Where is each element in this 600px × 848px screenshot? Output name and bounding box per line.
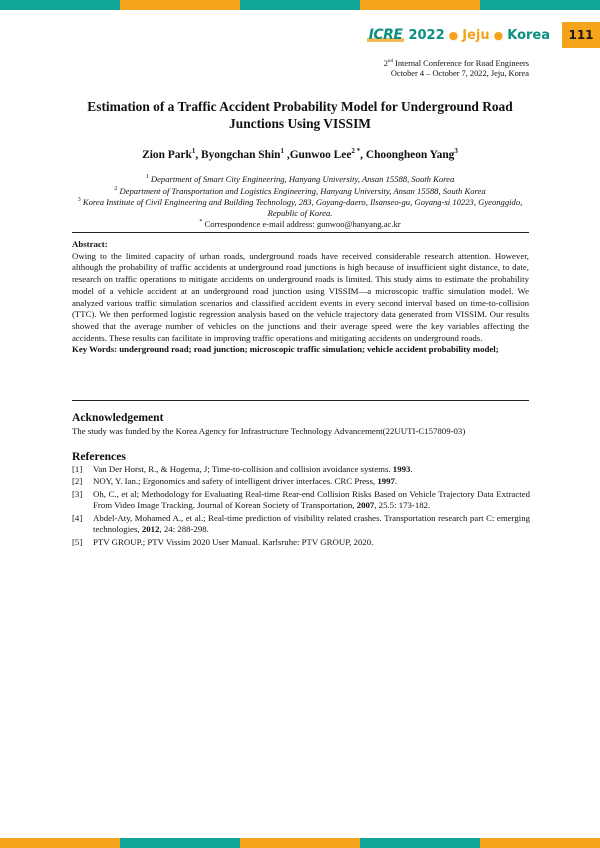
conference-country: Korea	[507, 27, 550, 43]
conference-info-line-1: 2nd Internal Conference for Road Engineers	[383, 58, 529, 68]
affiliation-1: $^1$ Department of Smart City Engineering, Hanyang University, Ansan 15588, South Korea	[145, 173, 455, 184]
reference-text: Oh, C., et al; Methodology for Evaluating Real-time Rear-end Collision Risks Based on Vehicle Trajectory Data Extracted From Video Image Tracking. Journal of Korean Society of Transportation, 2007, 25.5: 173-182.	[93, 488, 530, 511]
keywords: Key Words: underground road; road junction; microscopic traffic simulation; vehicle accident probability model;	[72, 344, 499, 355]
acknowledgement-heading: Acknowledgement	[72, 411, 164, 424]
reference-number: [3]	[72, 488, 83, 499]
paper-title: Estimation of a Traffic Accident Probability Model for Underground Road Junctions Using VISSIM	[87, 99, 513, 131]
reference-text: PTV GROUP.; PTV Vissim 2020 User Manual. Karlsruhe: PTV GROUP, 2020.	[93, 536, 374, 547]
reference-text: Abdel-Aty, Mohamed A., et al.; Real-time prediction of visibility related crashes. Transportation research part C: emerging technologies, 2012, 24: 288-298.	[93, 512, 530, 535]
author-name: Byongchan Shin	[201, 148, 281, 161]
divider	[72, 232, 529, 233]
reference-item	[72, 537, 530, 549]
bullet-dot-icon: ●	[448, 28, 459, 42]
author-name: Choongheon Yang	[365, 148, 455, 161]
author-list: Zion Park$^1$, Byongchan Shin$^1$ ,Gunwoo Lee$^{2 *}$, Choongheon Yang$^3$	[142, 147, 458, 161]
reference-number: [5]	[72, 536, 83, 547]
page-number: 111	[562, 22, 600, 48]
reference-item	[72, 513, 530, 536]
conference-place: Jeju	[462, 27, 490, 43]
acknowledgement-body: The study was funded by the Korea Agency for Infrastructure Technology Advancement(22UUTI-C157809-03)	[72, 426, 466, 436]
divider	[72, 400, 529, 401]
conference-logo	[369, 27, 550, 43]
reference-item	[72, 489, 530, 512]
abstract-body: Owing to the limited capacity of urban roads, underground roads have received considerable research attention. However, although the probability of traffic accidents at underground road junctions is high because of insufficient sight distance, to date, research on traffic operations to mitigate accidents on underground roads is limited. This study aims to estimate the probability model of a vehicle accident at an underground road junction using VISSIM—a microscopic traffic simulation model. We analyzed various traffic simulation scenarios and classified accident events in every second interval based on time-to-collision (TTC). We then performed logistic regression analysis based on the vehicle trajectory data generated from VISSIM. Our results showed that the average number of vehicles on the junctions and their average speed were the key variables affecting the accidents. These results can facilitate in improving traffic operations and mitigating accidents on underground roads.	[72, 250, 529, 343]
reference-item	[72, 464, 530, 476]
conference-header	[369, 22, 600, 48]
reference-text: NOY, Y. Ian.; Ergonomics and safety of intelligent driver interfaces. CRC Press, 1997.	[93, 476, 398, 487]
correspondence-email: * Correspondence e-mail address: gunwoo@hanyang.ac.kr	[199, 219, 401, 229]
reference-item	[72, 476, 530, 488]
conference-info-line-2: October 4 – October 7, 2022, Jeju, Korea	[390, 68, 529, 78]
abstract-section	[72, 239, 529, 356]
abstract-heading: Abstract:	[72, 239, 108, 249]
conference-info	[384, 57, 529, 79]
affiliation-2: $^2$ Department of Transportation and Logistics Engineering, Hanyang University, Ansan 15588, South Korea	[114, 185, 486, 196]
author-name: Zion Park	[142, 148, 192, 161]
author-name: Gunwoo Lee	[289, 148, 352, 161]
references-heading: References	[72, 450, 126, 463]
icre-logo-mark: ICRE	[368, 27, 403, 43]
top-color-stripe	[0, 0, 600, 10]
reference-text: Van Der Horst, R., & Hogema, J; Time-to-collision and collision avoidance systems. 1993.	[93, 464, 413, 474]
reference-number: [2]	[72, 476, 83, 487]
conference-year: 2022	[408, 27, 445, 43]
reference-number: [4]	[72, 512, 83, 523]
reference-list	[72, 464, 530, 549]
reference-number: [1]	[72, 464, 83, 474]
affiliation-3: $^3$ Korea Institute of Civil Engineering and Building Technology, 283, Goyang-daero, Ilsanseo-gu, Goyang-si 10223, Gyeonggido, Republic of Korea.	[77, 196, 523, 219]
bullet-dot-icon: ●	[493, 28, 504, 42]
bottom-color-stripe	[0, 838, 600, 848]
